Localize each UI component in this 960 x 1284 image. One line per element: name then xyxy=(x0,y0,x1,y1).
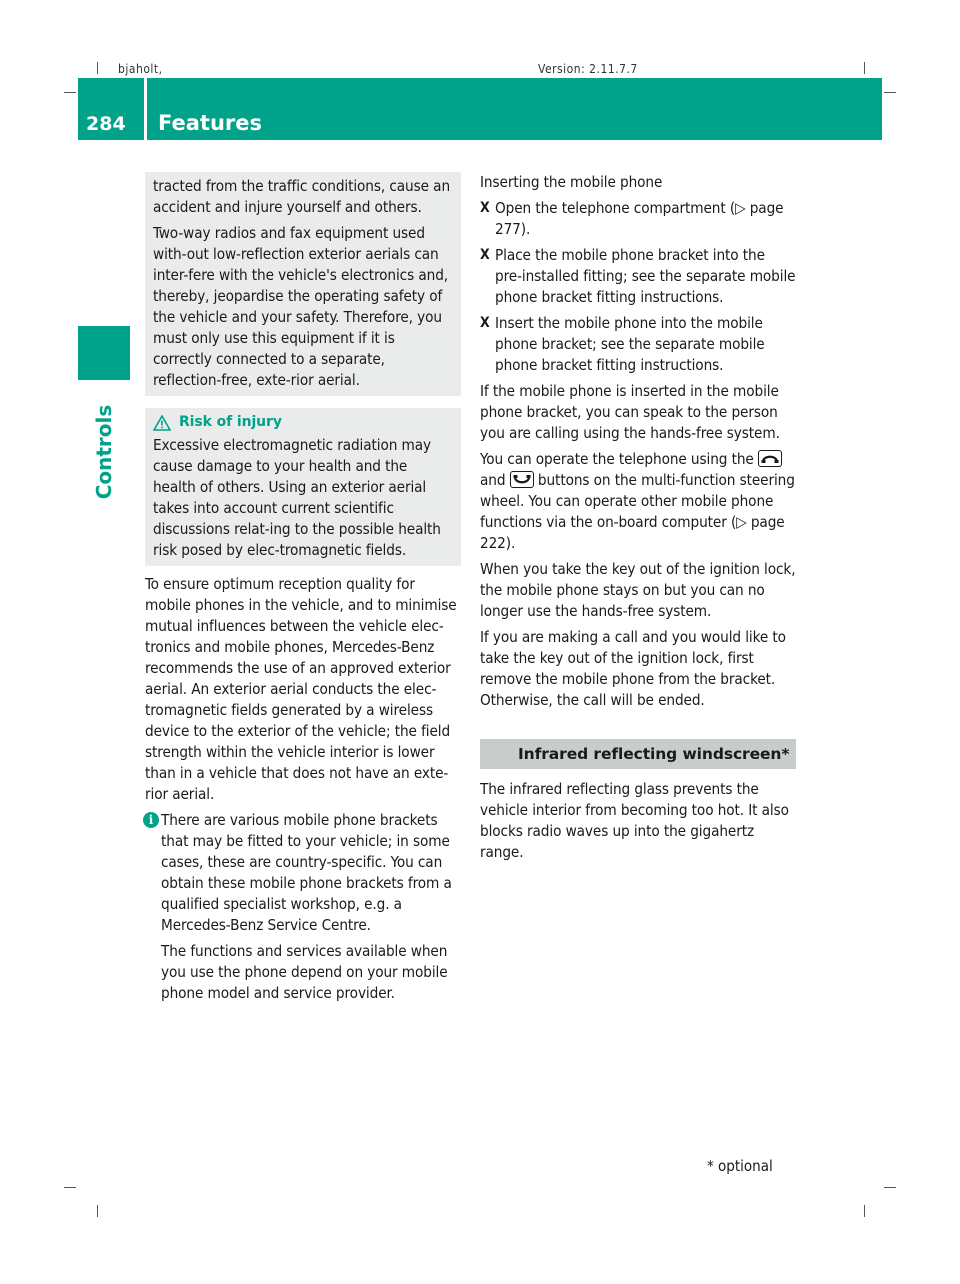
warning-triangle-icon xyxy=(153,415,171,431)
crop-mark xyxy=(97,62,98,74)
info-paragraph: The functions and services available when you use the phone depend on your mobile phone model and service provider. xyxy=(161,942,448,1002)
body-paragraph: To ensure optimum reception quality for mobile phones in the vehicle, and to minimise mutual influences between the vehicle elec-tronics and mobile phones, Mercedes-Benz recommends the use of an approved exterior aerial. An exterior aerial conducts the elec-tromagnetic fields generated by a wireless device to the exterior of the vehicle; the field strength within the vehicle interior is lower than in a vehicle that does not have an exte-rior aerial. xyxy=(145,575,457,803)
left-column xyxy=(145,172,461,1009)
box-paragraph: tracted from the traffic conditions, cause an accident and injure yourself and others. xyxy=(153,177,451,216)
step-text: Open the telephone compartment (▷ page 277). xyxy=(495,199,784,238)
intro-line: Inserting the mobile phone xyxy=(480,173,663,191)
phone-accept-icon xyxy=(758,450,782,467)
text-run: You can operate the telephone using the xyxy=(480,450,754,468)
crop-mark xyxy=(884,1187,896,1188)
crop-mark xyxy=(64,92,76,93)
step-item xyxy=(480,198,796,240)
body-paragraph: When you take the key out of the ignition lock, the mobile phone stays on but you can no longer use the hands-free system. xyxy=(480,560,796,620)
body-paragraph: If the mobile phone is inserted in the mobile phone bracket, you can speak to the person you are calling using the hands-free system. xyxy=(480,382,780,442)
crop-mark xyxy=(864,1205,865,1217)
crop-mark xyxy=(64,1187,76,1188)
arrow-step-icon: X xyxy=(480,247,490,263)
crop-mark xyxy=(97,1205,98,1217)
arrow-step-icon: X xyxy=(480,200,490,216)
print-meta-left: bjaholt, xyxy=(118,62,163,76)
risk-heading xyxy=(153,412,453,433)
text-run: buttons on the multi-function steering wheel. You can operate other mobile phone functions via the on-board computer (▷ page 222). xyxy=(480,471,795,552)
info-icon: i xyxy=(143,812,159,828)
body-paragraph: If you are making a call and you would like to take the key out of the ignition lock, first remove the mobile phone from the bracket. Otherwise, the call will be ended. xyxy=(480,628,786,709)
step-text: Place the mobile phone bracket into the pre-installed fitting; see the separate mobile phone bracket fitting instructions. xyxy=(495,246,796,306)
body-paragraph xyxy=(480,449,796,554)
box-paragraph: Two-way radios and fax equipment used with-out low-reflection exterior aerials can inter-fere with the vehicle's electronics and, thereby, jeopardise the operating safety of the vehicle and your safety. Therefore, you must only use this equipment if it is correctly connected to a separate, reflection-free, exte-rior aerial. xyxy=(153,224,449,389)
step-text: Insert the mobile phone into the mobile phone bracket; see the separate mobile phone bracket fitting instructions. xyxy=(495,314,765,374)
phone-end-icon xyxy=(510,471,534,488)
side-tab xyxy=(78,326,130,380)
step-item xyxy=(480,245,796,308)
crop-mark xyxy=(884,92,896,93)
arrow-step-icon: X xyxy=(480,315,490,331)
section-heading: Infrared reflecting windscreen* xyxy=(480,739,796,769)
body-paragraph: The infrared reflecting glass prevents the vehicle interior from becoming too hot. It also blocks radio waves up into the gigahertz range. xyxy=(480,780,789,861)
text-run: and xyxy=(480,471,506,489)
footnote: * optional xyxy=(707,1157,773,1175)
side-chapter-label: Controls xyxy=(92,404,116,500)
section-title: Features xyxy=(158,111,262,135)
right-column xyxy=(480,172,796,868)
risk-title: Risk of injury xyxy=(179,414,282,430)
info-note xyxy=(145,810,461,1004)
risk-box xyxy=(145,408,461,566)
print-meta-right: Version: 2.11.7.7 xyxy=(538,62,638,76)
header-divider xyxy=(144,78,147,140)
crop-mark xyxy=(864,62,865,74)
risk-text: Excessive electromagnetic radiation may cause damage to your health and the health of others. Using an exterior aerial takes into account current scientific discussions relat-ing to the possible health risk posed by elec-tromagnetic fields. xyxy=(153,436,441,559)
page-number: 284 xyxy=(86,113,126,135)
step-item xyxy=(480,313,796,376)
warning-continuation-box xyxy=(145,172,461,396)
info-paragraph: There are various mobile phone brackets that may be fitted to your vehicle; in some cases, these are country-specific. You can obtain these mobile phone brackets from a qualified specialist workshop, e.g. a Mercedes-Benz Service Centre. xyxy=(161,811,452,934)
